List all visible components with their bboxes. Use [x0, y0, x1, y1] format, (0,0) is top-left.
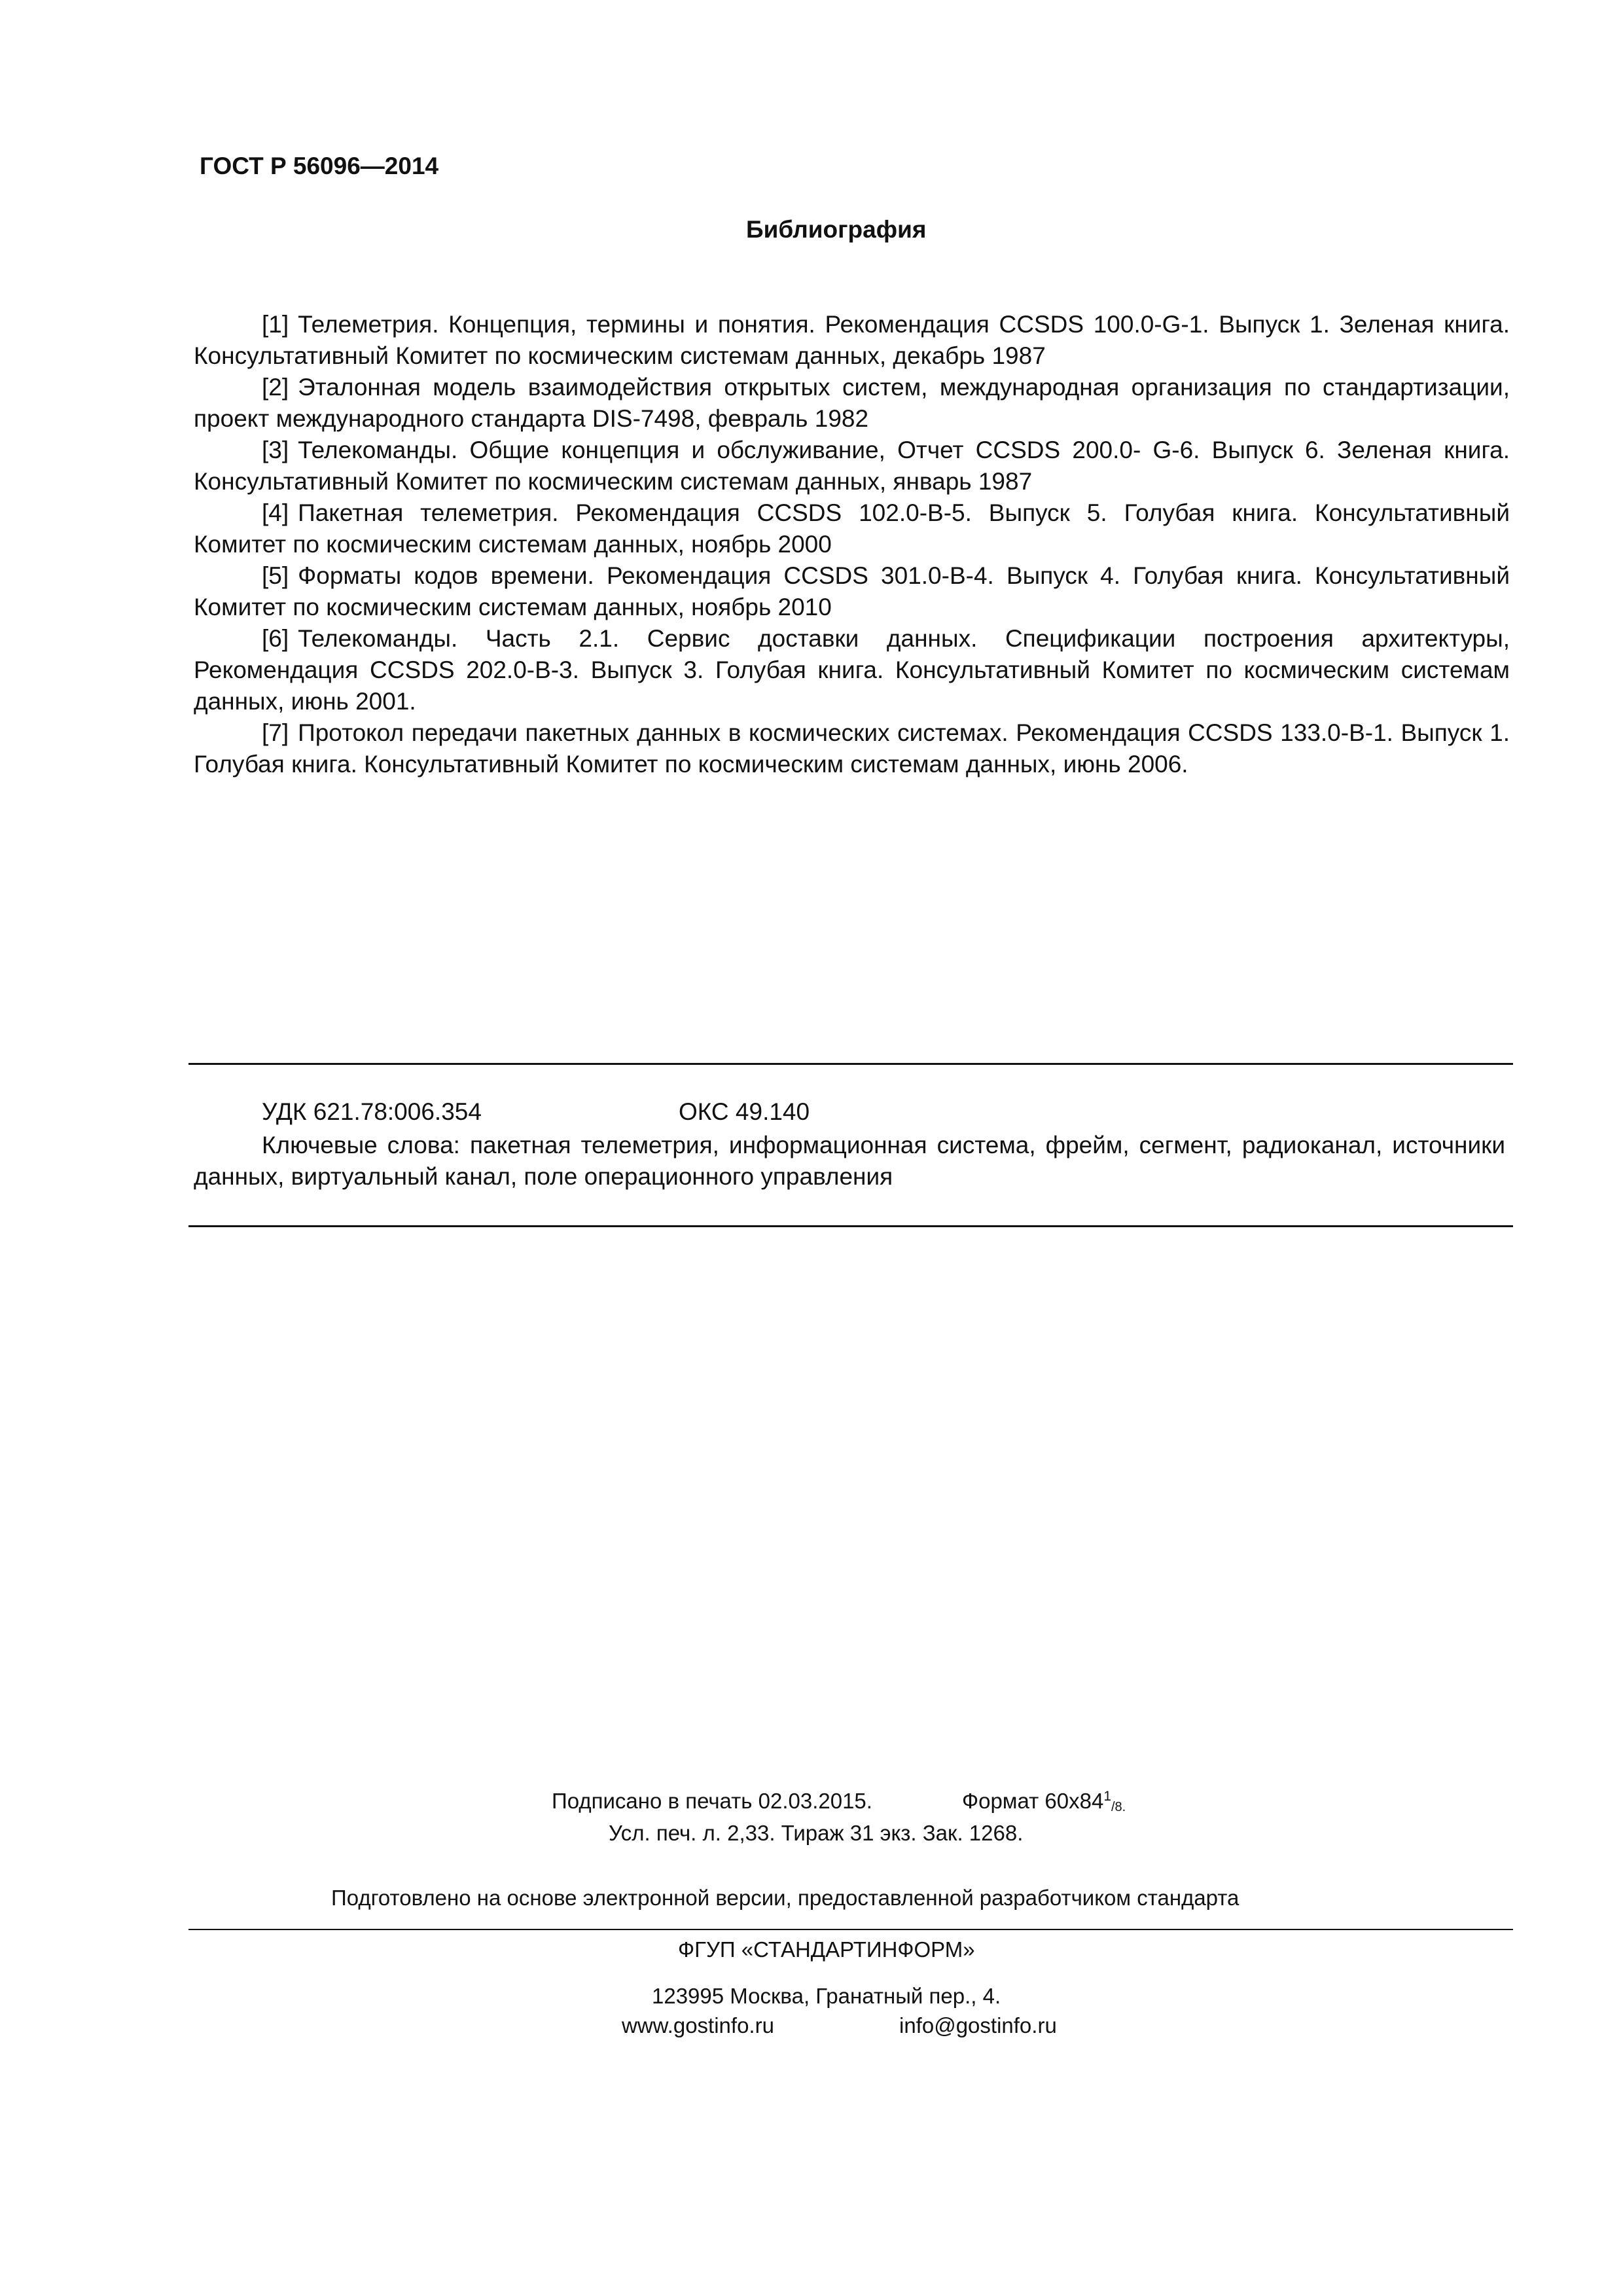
publisher-email: info@gostinfo.ru: [899, 2013, 1057, 2037]
bibliography-item-number: [7]: [262, 719, 289, 746]
divider-bottom: [188, 1225, 1513, 1227]
publisher-address: 123995 Москва, Гранатный пер., 4.: [652, 1984, 1001, 2008]
bibliography-item-number: [3]: [262, 437, 289, 463]
print-format-numerator: 1: [1103, 1789, 1111, 1804]
publisher-name: ФГУП «СТАНДАРТИНФОРМ»: [678, 1937, 975, 1962]
bibliography-item-1: [194, 309, 1510, 372]
bibliography-item-number: [4]: [262, 499, 289, 526]
bibliography-item-5: [194, 560, 1510, 623]
bibliography-item-number: [1]: [262, 311, 289, 338]
divider-imprint: [188, 1929, 1513, 1930]
oks-code: ОКС 49.140: [679, 1098, 810, 1125]
publisher-website: www.gostinfo.ru: [622, 2013, 774, 2037]
bibliography-item-number: [2]: [262, 374, 289, 401]
bibliography-item-text: Эталонная модель взаимодействия открытых систем, международная организация по стандартизации, проект международного стандарта DIS-7498, февраль 1982: [194, 374, 1510, 432]
bibliography-list: [194, 309, 1510, 780]
udc-code: УДК 621.78:006.354: [262, 1098, 482, 1125]
bibliography-item-6: [194, 623, 1510, 717]
print-format: [962, 1789, 1126, 1815]
print-format-label: Формат 60x84: [962, 1789, 1104, 1813]
bibliography-item-text: Телеметрия. Концепция, термины и понятия. Рекомендация CCSDS 100.0-G-1. Выпуск 1. Зеленая книга. Консультативный Комитет по космическим системам данных, декабрь 1987: [194, 311, 1510, 369]
divider-top: [188, 1063, 1513, 1065]
bibliography-item-3: [194, 435, 1510, 497]
document-code: ГОСТ Р 56096—2014: [200, 152, 439, 179]
signed-for-print: Подписано в печать 02.03.2015.: [552, 1789, 872, 1813]
bibliography-item-text: Форматы кодов времени. Рекомендация CCSDS 301.0-B-4. Выпуск 4. Голубая книга. Консультативный Комитет по космическим системам данных, ноябрь 2010: [194, 562, 1510, 620]
bibliography-item-text: Протокол передачи пакетных данных в космических системах. Рекомендация CCSDS 133.0-B-1. Выпуск 1. Голубая книга. Консультативный Комитет по космическим системам данных, июнь 2006.: [194, 719, 1510, 778]
bibliography-item-text: Телекоманды. Часть 2.1. Сервис доставки данных. Спецификации построения архитектуры, Рекомендация CCSDS 202.0-B-3. Выпуск 3. Голубая книга. Консультативный Комитет по космическим системам данных, июнь 2001.: [194, 625, 1510, 715]
bibliography-item-number: [5]: [262, 562, 289, 589]
print-info: Усл. печ. л. 2,33. Тираж 31 экз. Зак. 1268.: [609, 1821, 1024, 1845]
bibliography-item-text: Пакетная телеметрия. Рекомендация CCSDS 102.0-B-5. Выпуск 5. Голубая книга. Консультативный Комитет по космическим системам данных, ноябрь 2000: [194, 499, 1510, 558]
bibliography-item-4: [194, 497, 1510, 560]
keywords: Ключевые слова: пакетная телеметрия, информационная система, фрейм, сегмент, радиоканал, источники данных, виртуальный канал, поле операционного управления: [194, 1132, 1505, 1190]
bibliography-title: Библиография: [746, 216, 927, 243]
bibliography-item-2: [194, 372, 1510, 435]
bibliography-item-text: Телекоманды. Общие концепция и обслуживание, Отчет CCSDS 200.0- G-6. Выпуск 6. Зеленая книга. Консультативный Комитет по космическим системам данных, январь 1987: [194, 437, 1510, 495]
print-format-denominator: /8.: [1111, 1800, 1126, 1814]
prepared-note: Подготовлено на основе электронной версии, предоставленной разработчиком стандарта: [331, 1886, 1240, 1910]
bibliography-item-7: [194, 717, 1510, 780]
bibliography-item-number: [6]: [262, 625, 289, 652]
